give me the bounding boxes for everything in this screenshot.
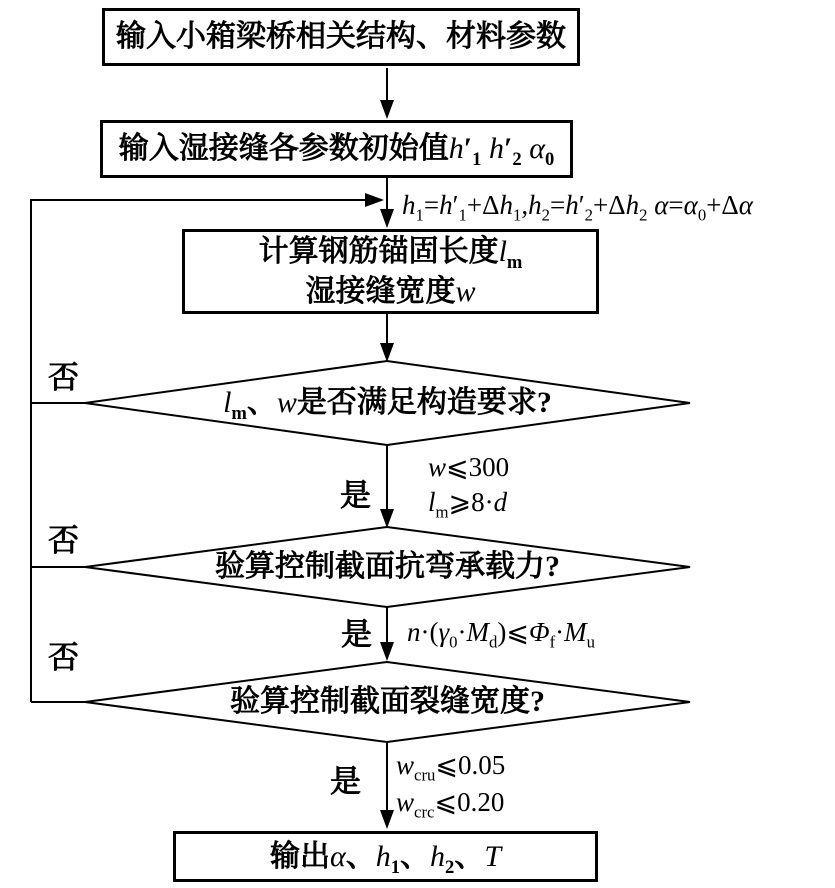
decision-label-bending-capacity: 验算控制截面抗弯承载力?: [215, 550, 560, 583]
formula-parameter-update: $h_1=h'_1+\Delta h_1,h_2=h'_2+\Delta h_2$ $\alpha=\alpha_0+\Delta\alpha$: [402, 190, 753, 225]
decision-label-construction: $l_m$、w是否满足构造要求?: [223, 386, 552, 424]
no-label-3: 否: [48, 640, 79, 675]
process-box-line2: 湿接缝宽度w: [305, 274, 476, 308]
process-box-label: 输入小箱梁桥相关结构、材料参数: [116, 20, 566, 53]
formula-line: $l_m⩾8\cdot d$: [428, 487, 508, 522]
yes-label-3: 是: [330, 764, 361, 799]
formula-condition-construction: [428, 450, 509, 520]
yes-label-2: 是: [341, 617, 372, 652]
formula-line: w⩽300: [428, 452, 510, 482]
arrowhead-down-icon: [380, 509, 394, 528]
process-box-calculate: [182, 229, 599, 314]
formula-condition-crack: [396, 747, 505, 821]
process-box-label: 输出α、$h_1$、$h_2$、T: [269, 839, 502, 878]
arrowhead-down-icon: [380, 343, 394, 362]
arrowhead-down-icon: [380, 100, 394, 119]
process-box-line1: 计算钢筋锚固长度$l_m$: [258, 234, 523, 273]
formula-condition-bending: $n\cdot(\gamma_0\cdot M_d)⩽\Phi_f\cdot M_u$: [407, 617, 596, 652]
process-box-label: 输入湿接缝各参数初始值$h'_1$ $h'_2$ $\alpha_0$: [118, 132, 555, 170]
no-label-1: 否: [48, 360, 79, 395]
process-box-input-structure: [102, 8, 580, 66]
no-label-2: 否: [48, 523, 79, 558]
arrowhead-down-icon: [380, 642, 394, 661]
arrowhead-down-icon: [380, 209, 394, 228]
decision-label-crack-width: 验算控制截面裂缝宽度?: [230, 685, 545, 718]
formula-line: $w_{crc}⩽0.20$: [396, 787, 505, 822]
process-box-output: [173, 831, 598, 882]
arrowhead-right-icon: [365, 193, 384, 207]
process-box-input-initial-values: [100, 120, 573, 178]
formula-line: $w_{cru}⩽0.05$: [396, 750, 506, 785]
yes-label-1: 是: [340, 478, 371, 513]
arrowhead-down-icon: [380, 810, 394, 829]
